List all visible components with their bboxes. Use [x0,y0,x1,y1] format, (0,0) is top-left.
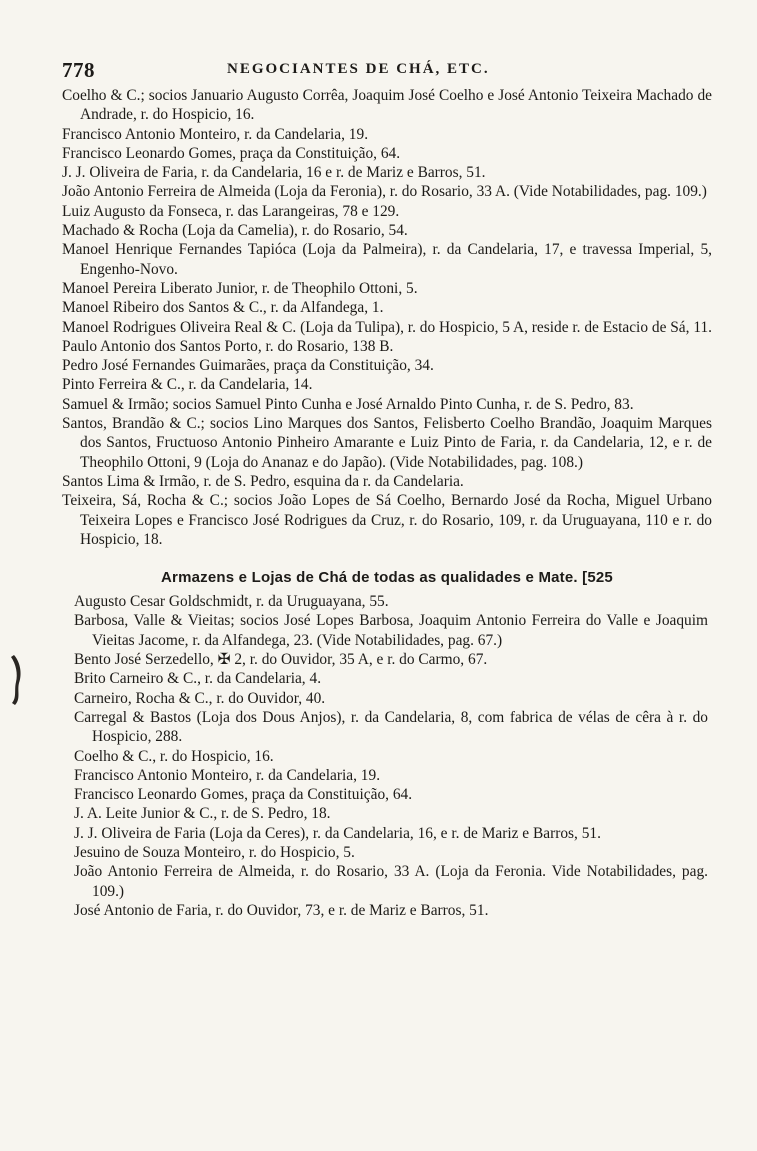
list-item: Coelho & C.; socios Januario Augusto Corrêa, Joaquim José Coelho e José Antonio Teixeira Machado de Andrade, r. do Hospicio, 16. [62,87,712,124]
list-item: J. J. Oliveira de Faria (Loja da Ceres), r. da Candelaria, 16, e r. de Mariz e Barros, 51. [74,824,601,842]
list-item: Barbosa, Valle & Vieitas; socios José Lopes Barbosa, Joaquim Antonio Ferreira do Valle e Joaquim Vieitas Jacome, r. da Alfandega, 23. (Vide Notabilidades, pag. 67.) [74,612,708,649]
list-item: João Antonio Ferreira de Almeida (Loja da Feronia), r. do Rosario, 33 A. (Vide Notabilidades, pag. 109.) [62,183,707,201]
list-item: Manoel Rodrigues Oliveira Real & C. (Loja da Tulipa), r. do Hospicio, 5 A, reside r. de Estacio de Sá, 11. [62,318,713,336]
list-item: Pinto Ferreira & C., r. da Candelaria, 14. [62,376,313,394]
list-item: J. J. Oliveira de Faria, r. da Candelaria, 16 e r. de Mariz e Barros, 51. [62,164,486,182]
list-item: Carregal & Bastos (Loja dos Dous Anjos), r. da Candelaria, 8, com fabrica de vélas de cêra à r. do Hospicio, 288. [74,708,708,746]
list-item: Augusto Cesar Goldschmidt, r. da Uruguayana, 55. [74,593,389,611]
section-heading: Armazens e Lojas de Chá de todas as qualidades e Mate. [525 [161,569,613,587]
list-item: Francisco Antonio Monteiro, r. da Candelaria, 19. [74,766,381,784]
list-item: Teixeira, Sá, Rocha & C.; socios João Lopes de Sá Coelho, Bernardo José da Rocha, Miguel Urbano Teixeira Lopes e Francisco José Rodrigues da Cruz, r. do Rosario, 109, r. da Uruguayana, 110 e r. do Hospicio, 18. [62,492,712,548]
list-item: Santos Lima & Irmão, r. de S. Pedro, esquina da r. da Candelaria. [62,472,464,490]
list-item: Pedro José Fernandes Guimarães, praça da Constituição, 34. [62,357,434,375]
page-number: 778 [62,58,95,82]
list-item: José Antonio de Faria, r. do Ouvidor, 73, e r. de Mariz e Barros, 51. [74,901,489,919]
book-page [62,50,712,920]
list-item: Coelho & C., r. do Hospicio, 16. [74,747,274,765]
list-item: Santos, Brandão & C.; socios Lino Marques dos Santos, Felisberto Coelho Brandão, Joaquim Marques dos Santos, Fructuoso Antonio Pinheiro Amarante e Luiz Pinto de Faria, r. da Candelaria, 12, e r. de Theophilo Ottoni, 9 (Loja do Ananaz e do Japão). (Vide Notabilidades, pag. 108.) [62,415,712,471]
list-item: Luiz Augusto da Fonseca, r. das Larangeiras, 78 e 129. [62,202,400,220]
list-item: Machado & Rocha (Loja da Camelia), r. do Rosario, 54. [62,222,408,240]
list-item: João Antonio Ferreira de Almeida, r. do Rosario, 33 A. (Loja da Feronia. Vide Notabilidades, pag. 109.) [74,863,708,900]
running-head: NEGOCIANTES DE CHÁ, ETC. [227,61,490,77]
list-item: Francisco Leonardo Gomes, praça da Constituição, 64. [62,144,401,162]
list-item: Francisco Leonardo Gomes, praça da Constituição, 64. [74,786,413,804]
list-item: Manoel Pereira Liberato Junior, r. de Theophilo Ottoni, 5. [62,279,418,297]
list-item: Bento José Serzedello, ✠ 2, r. do Ouvidor, 35 A, e r. do Carmo, 67. [74,651,488,669]
list-item: J. A. Leite Junior & C., r. de S. Pedro, 18. [74,805,331,823]
margin-binding-mark [10,653,26,707]
list-item: Brito Carneiro & C., r. da Candelaria, 4. [74,670,322,688]
list-item: Paulo Antonio dos Santos Porto, r. do Rosario, 138 B. [62,337,394,355]
list-item: Carneiro, Rocha & C., r. do Ouvidor, 40. [74,689,326,707]
tea-shop-list [62,592,712,920]
list-item: Jesuino de Souza Monteiro, r. do Hospicio, 5. [74,843,355,861]
list-item: Francisco Antonio Monteiro, r. da Candelaria, 19. [62,125,369,143]
page-header [62,50,712,86]
list-item: Samuel & Irmão; socios Samuel Pinto Cunha e José Arnaldo Pinto Cunha, r. de S. Pedro, 83. [62,395,634,413]
list-item: Manoel Henrique Fernandes Tapióca (Loja da Palmeira), r. da Candelaria, 17, e travessa Imperial, 5, Engenho-Novo. [62,241,712,278]
merchant-list [62,86,712,549]
list-item: Manoel Ribeiro dos Santos & C., r. da Alfandega, 1. [62,299,384,317]
